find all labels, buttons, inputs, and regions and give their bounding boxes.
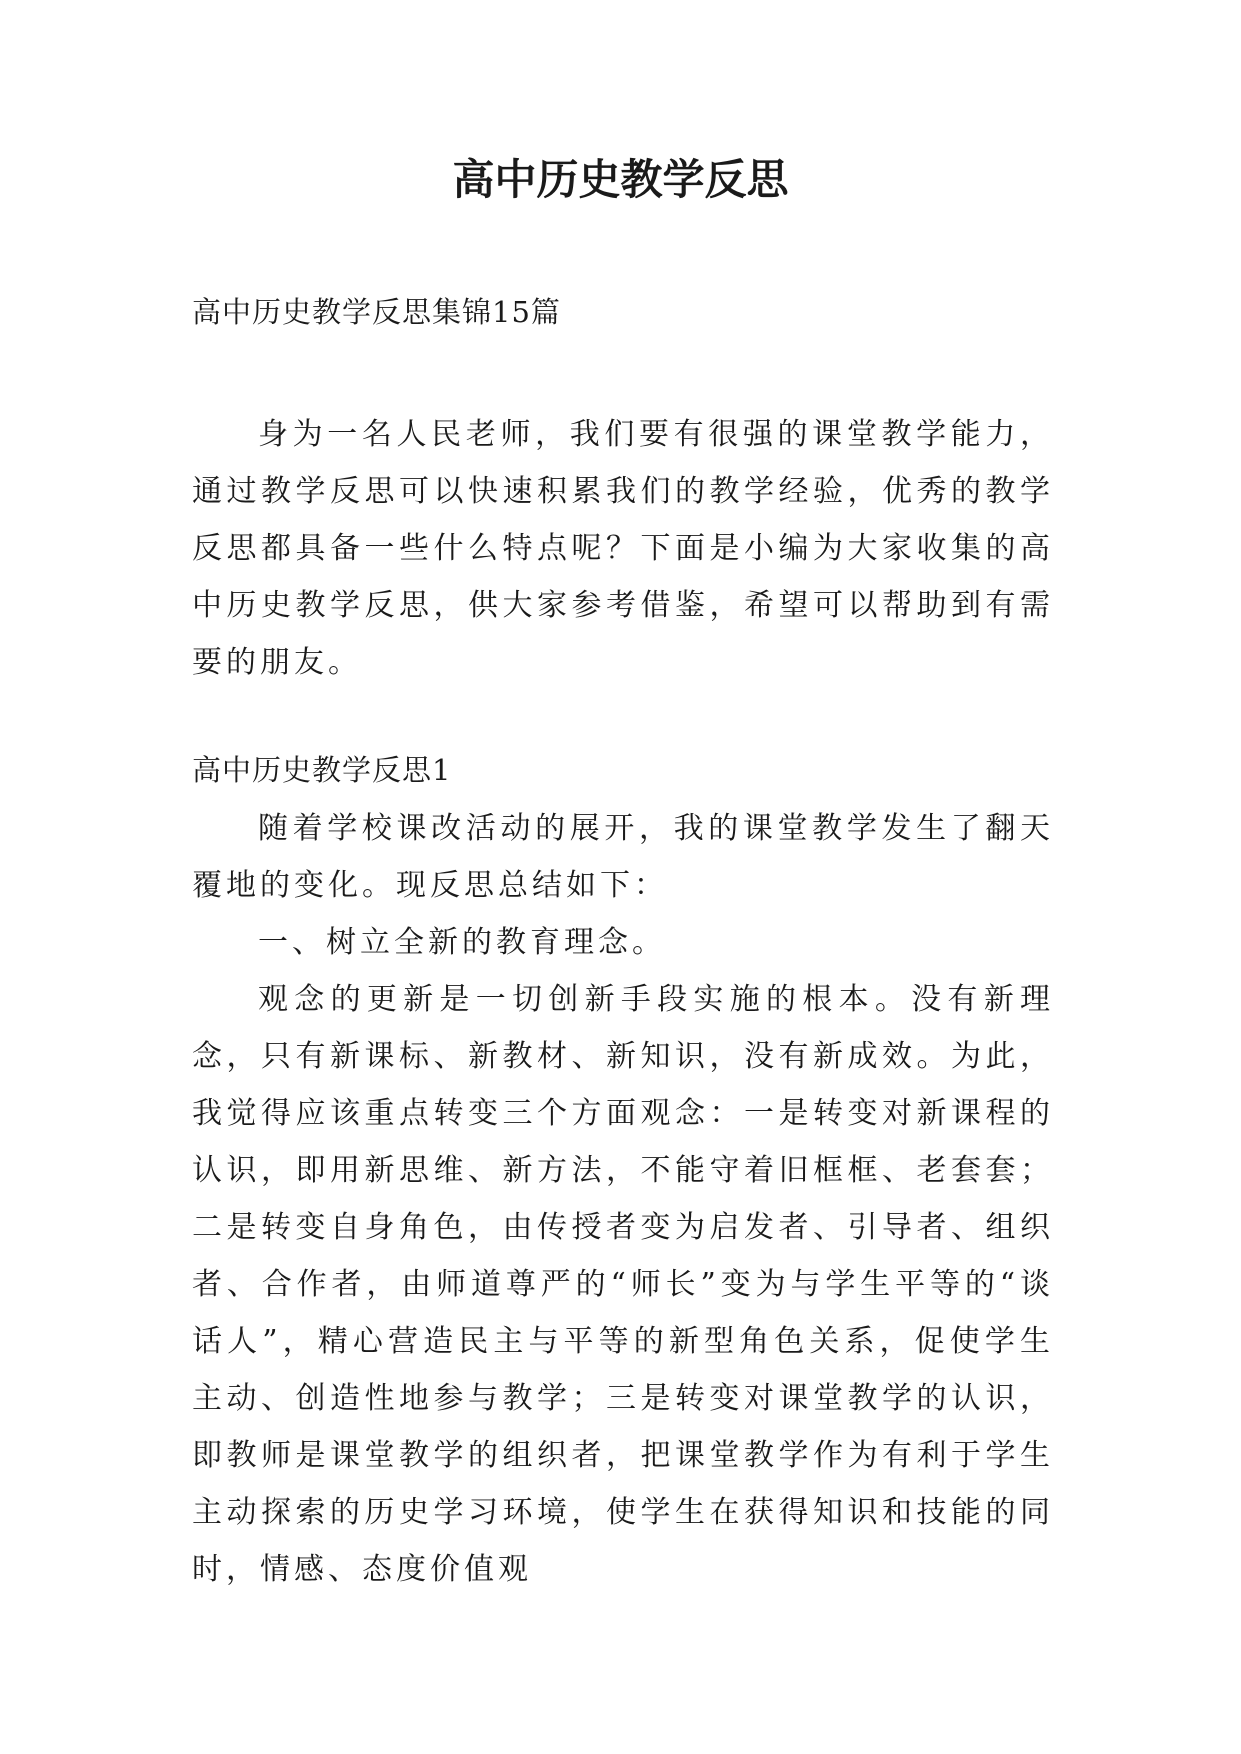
document-title: 高中历史教学反思 [452,155,789,204]
intro-paragraph: 身为一名人民老师，我们要有很强的课堂教学能力，通过教学反思可以快速积累我们的教学经验，优秀的教学反思都具备一些什么特点呢？下面是小编为大家收集的高中历史教学反思，供大家参考借鉴，希望可以帮助到有需要的朋友。 [192,417,1054,680]
body-paragraph-2: 一、树立全新的教育理念。 [258,925,666,960]
body-paragraph-1: 随着学校课改活动的展开，我的课堂教学发生了翻天覆地的变化。现反思总结如下： [192,811,1054,903]
body-paragraph-3: 观念的更新是一切创新手段实施的根本。没有新理念，只有新课标、新教材、新知识，没有新成效。为此，我觉得应该重点转变三个方面观念：一是转变对新课程的认识，即用新思维、新方法，不能守着旧框框、老套套；二是转变自身角色，由传授者变为启发者、引导者、组织者、合作者，由师道尊严的“师长”变为与学生平等的“谈话人”，精心营造民主与平等的新型角色关系，促使学生主动、创造性地参与教学；三是转变对课堂教学的认识，即教师是课堂教学的组织者，把课堂教学作为有利于学生主动探索的历史学习环境，使学生在获得知识和技能的同时，情感、态度价值观 [192,982,1054,1587]
section-heading: 高中历史教学反思1 [192,753,452,787]
document-subtitle: 高中历史教学反思集锦15篇 [192,295,561,329]
